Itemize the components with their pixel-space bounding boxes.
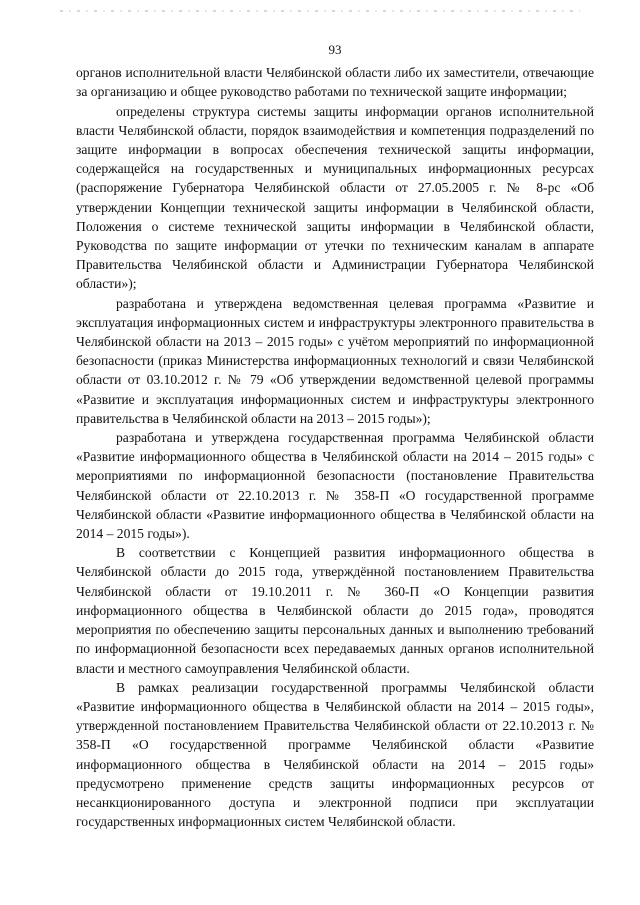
paragraph-program-implementation: В рамках реализации государственной программы Челябинской области «Развитие информационного общества в Челябинской области на 2014 – 2015 годы», утвержденной постановлением Правительства Челябинской области от 22.10.2013 г. № 358-П «О государственной программе Челябинской области «Развитие информационного общества в Челябинской области на 2014 – 2015 годы» предусмотрено применение средств защиты информационных ресурсов от несанкционированного доступа и электронной подписи при эксплуатации государственных информационных систем Челябинской области. bbox=[76, 679, 594, 830]
paragraph-continuation: органов исполнительной власти Челябинской области либо их заместители, отвечающие за организацию и общее руководство работами по технической защите информации; bbox=[76, 65, 594, 100]
scan-artifact-line bbox=[60, 10, 580, 12]
paragraph-state-program: разработана и утверждена государственная программа Челябинской области «Развитие информационного общества в Челябинской области на 2014 – 2015 годы» с мероприятиями по информационной безопасности (постановление Правительства Челябинской области от 22.10.2013 г. № 358-П «О государственной программе Челябинской области «Развитие информационного общества в Челябинской области на 2014 – 2015 годы»). bbox=[76, 430, 594, 542]
document-page bbox=[76, 40, 594, 831]
paragraph-structure-defined: определены структура системы защиты информации органов исполнительной власти Челябинской области, порядок взаимодействия и компетенция подразделений по защите информации в вопросах обеспечения технической защиты информации, содержащейся на государственных и муниципальных информационных ресурсах (распоряжение Губернатора Челябинской области от 27.05.2005 г. № 8-рс «Об утверждении Концепции технической защиты информации в Челябинской области, Положения о системе технической защиты информации в Челябинской области, Руководства по защите информации от утечки по техническим каналам в аппарате Правительства Челябинской области и Администрации Губернатора Челябинской области»); bbox=[76, 103, 594, 292]
paragraph-departmental-program: разработана и утверждена ведомственная целевая программа «Развитие и эксплуатация информационных систем и инфраструктуры электронного правительства в Челябинской области на 2013 – 2015 годы» с учётом мероприятий по информационной безопасности (приказ Министерства информационных технологий и связи Челябинской области от 03.10.2012 г. № 79 «Об утверждении ведомственной целевой программы «Развитие и эксплуатация информационных систем и инфраструктуры электронного правительства в Челябинской области на 2013 – 2015 годы»); bbox=[76, 295, 594, 426]
paragraph-concept-2015: В соответствии с Концепцией развития информационного общества в Челябинской области до 2015 года, утверждённой постановлением Правительства Челябинской области от 19.10.2011 г. № 360-П «О Концепции развития информационного общества в Челябинской области до 2015 года», проводятся мероприятия по обеспечению защиты персональных данных и выполнению требований по информационной безопасности всех передаваемых данных органов исполнительной власти и местного самоуправления Челябинской области. bbox=[76, 545, 594, 676]
page-number: 93 bbox=[328, 42, 342, 57]
